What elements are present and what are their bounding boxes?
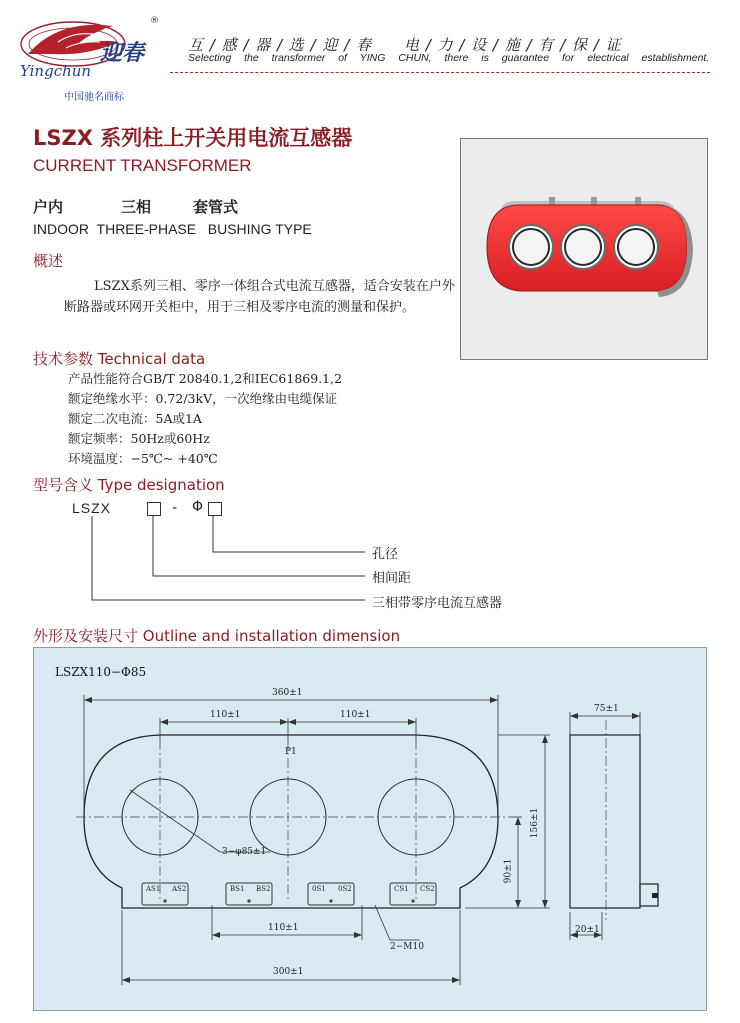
label-bore: 孔径 [372,547,399,562]
dim-spacing-right: 110±1 [340,710,371,720]
tech-line: 额定频率：50Hz或60Hz [68,431,210,446]
technical-heading: 技术参数 Technical data [33,350,206,368]
slogan-en: Selecting the transformer of YING CHUN, there is guarantee for electrical establishment. [188,52,710,64]
type-bushing: 套管式 [193,198,239,216]
dim-mount-spacing: 110±1 [268,923,299,933]
dim-depth: 75±1 [594,704,619,714]
dim-terminal: 20±1 [575,925,600,935]
terminal-label: BS2 [256,885,271,893]
type-indoor: 户内 [33,198,64,216]
terminal-label: BS1 [230,885,245,893]
label-phase-spacing: 相间距 [372,571,412,586]
tech-line: 产品性能符合GB/T 20840.1,2和IEC61869.1,2 [68,371,343,386]
overview-paragraph: LSZX系列三相、零序一体组合式电流互感器，适合安装在户外断路器或环网开关柜中，用于三相及零序电流的测量和保护。 [64,279,455,315]
tech-line: 环境温度：−5℃~ +40℃ [68,451,218,466]
terminal-label: CS1 [394,885,409,893]
tech-line: 额定二次电流：5A或1A [68,411,202,426]
dim-height-total: 156±1 [530,807,541,839]
product-type-en: INDOOR THREE-PHASE BUSHING TYPE [33,221,312,237]
designation-dash: - [172,500,178,516]
terminal-label: AS1 [146,885,161,893]
tech-line: 额定绝缘水平：0.72/3kV，一次绝缘由电缆保证 [68,391,338,406]
p1-marker: P1 [285,747,297,757]
dim-base-width: 300±1 [273,967,304,977]
designation-phi: Φ [192,499,204,515]
dim-height-center: 90±1 [503,858,514,884]
registered-mark: ® [150,16,159,26]
terminal-label: 0S2 [338,885,352,893]
product-title-en: CURRENT TRANSFORMER [33,156,252,175]
dim-spacing-left: 110±1 [210,710,241,720]
brand-tagline: 中国驰名商标 [64,92,124,103]
terminal-label: 0S1 [312,885,326,893]
designation-heading: 型号含义 Type designation [33,476,225,494]
product-title-cn: LSZX 系列柱上开关用电流互感器 [33,126,353,150]
terminal-label: CS2 [420,885,435,893]
type-three-phase: 三相 [121,198,152,216]
label-three-phase-zero-seq: 三相带零序电流互感器 [372,596,503,611]
designation-prefix: LSZX [72,500,112,516]
terminal-label: AS2 [172,885,187,893]
outline-heading: 外形及安装尺寸 Outline and installation dimension [33,627,401,645]
drawing-title: LSZX110−Φ85 [55,665,147,679]
dim-mount-holes: 2−M10 [390,942,424,952]
brand-cn: 迎春 [100,40,145,66]
brand-script: Yingchun [20,62,92,80]
slogan-cn: 互 / 感 / 器 / 选 / 迎 / 春 电 / 力 / 设 / 施 / 有 / 保 / 证 [188,36,622,54]
dim-holes: 3−φ85±1 [222,847,267,857]
dim-total-width: 360±1 [272,688,303,698]
overview-heading: 概述 [33,252,64,270]
